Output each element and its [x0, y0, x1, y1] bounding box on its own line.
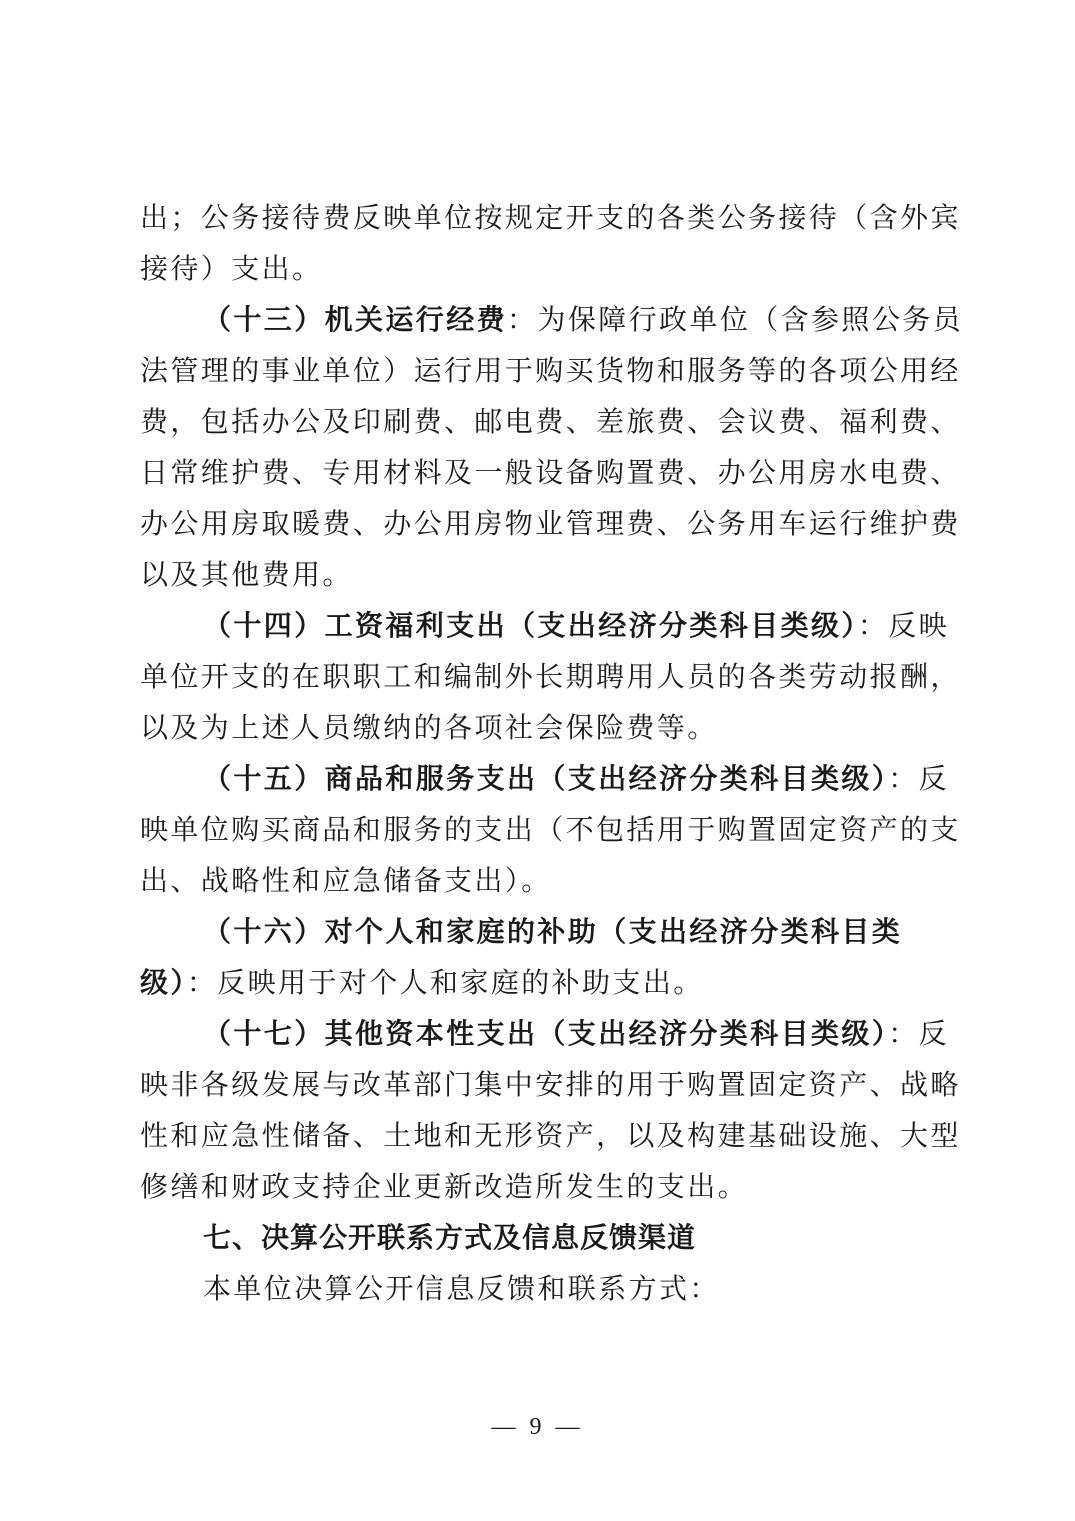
- item-17-first-line: [203, 1014, 949, 1054]
- paragraph-line: 以及其他费用。: [140, 558, 353, 591]
- item-14-text: ：反映: [857, 609, 950, 642]
- paragraph-line: 接待）支出。: [140, 252, 323, 285]
- paragraph-line: 修缮和财政支持企业更新改造所发生的支出。: [140, 1170, 749, 1203]
- page-number: — 9 —: [491, 1414, 584, 1440]
- item-16-first-line: [203, 912, 902, 952]
- item-17-title: （十七）其他资本性支出（支出经济分类科目类级）: [203, 1017, 889, 1050]
- item-15-title: （十五）商品和服务支出（支出经济分类科目类级）: [203, 762, 889, 795]
- item-16-title-cont: 级）: [140, 966, 187, 999]
- item-15-first-line: [203, 759, 949, 799]
- item-14-first-line: [203, 606, 949, 646]
- item-13-text: ：为保障行政单位（含参照公务员: [507, 303, 964, 336]
- item-16-second-line: [140, 963, 704, 1003]
- section-7-body: 本单位决算公开信息反馈和联系方式：: [203, 1272, 720, 1305]
- paragraph-line: 日常维护费、专用材料及一般设备购置费、办公用房水电费、: [140, 456, 961, 489]
- paragraph-line: 映单位购买商品和服务的支出（不包括用于购置固定资产的支: [140, 813, 961, 846]
- paragraph-line: 出、战略性和应急储备支出）。: [140, 864, 552, 897]
- item-15-text: ：反: [888, 762, 950, 795]
- paragraph-line: 以及为上述人员缴纳的各项社会保险费等。: [140, 711, 718, 744]
- item-17-text: ：反: [888, 1017, 950, 1050]
- item-13-title: （十三）机关运行经费: [203, 303, 508, 336]
- item-14-title: （十四）工资福利支出（支出经济分类科目类级）: [203, 609, 858, 642]
- paragraph-line: 性和应急性储备、土地和无形资产，以及构建基础设施、大型: [140, 1119, 961, 1152]
- item-16-title: （十六）对个人和家庭的补助（支出经济分类科目类: [203, 915, 903, 948]
- paragraph-line: 办公用房取暖费、办公用房物业管理费、公务用车运行维护费: [140, 507, 961, 540]
- paragraph-line: 单位开支的在职职工和编制外长期聘用人员的各类劳动报酬，: [140, 660, 961, 693]
- item-13-first-line: [203, 300, 963, 340]
- paragraph-line: 法管理的事业单位）运行用于购买货物和服务等的各项公用经: [140, 354, 961, 387]
- paragraph-line: 出；公务接待费反映单位按规定开支的各类公务接待（含外宾: [140, 201, 961, 234]
- item-16-text: ：反映用于对个人和家庭的补助支出。: [186, 966, 704, 999]
- section-7-heading: 七、决算公开联系方式及信息反馈渠道: [203, 1221, 697, 1254]
- paragraph-line: 映非各级发展与改革部门集中安排的用于购置固定资产、战略: [140, 1068, 961, 1101]
- paragraph-line: 费，包括办公及印刷费、邮电费、差旅费、会议费、福利费、: [140, 405, 961, 438]
